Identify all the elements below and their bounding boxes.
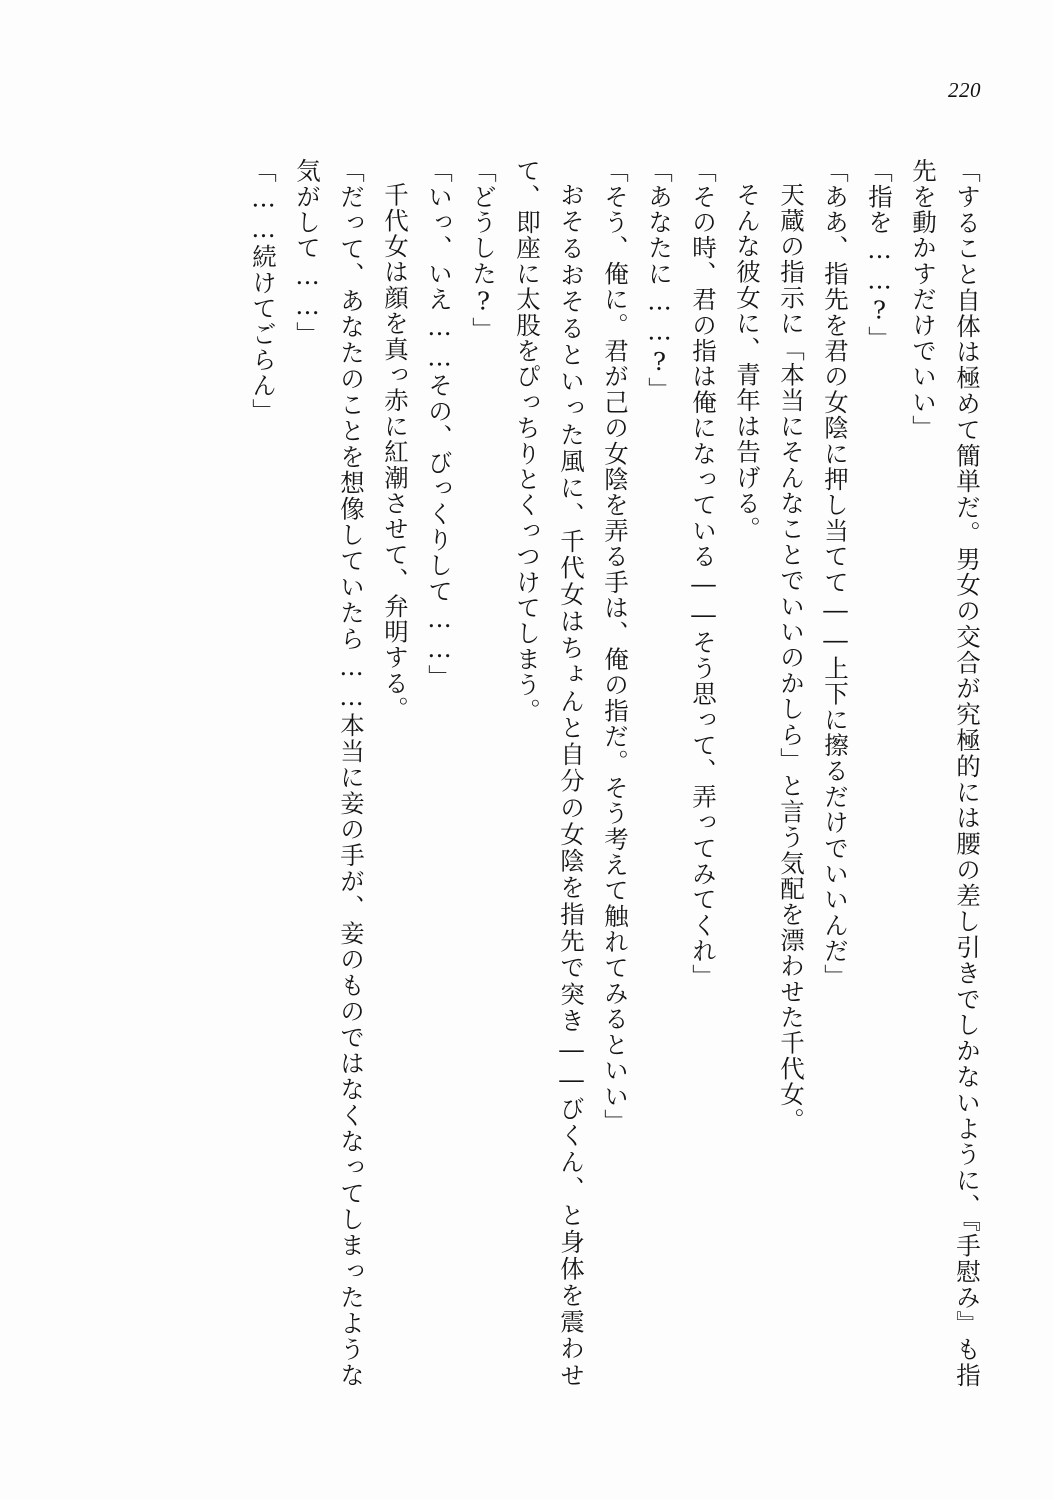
paragraph: 千代女は顔を真っ赤に紅潮させて、弁明する。 bbox=[381, 182, 410, 722]
paragraph: 「ああ、指先を君の女陰に押し当てて――上下に擦るだけでいいんだ」 bbox=[821, 158, 850, 990]
paragraph: 「その時、君の指は俺になっている――そう思って、弄ってみてくれ」 bbox=[689, 158, 718, 990]
paragraph: 「すること自体は極めて簡単だ。男女の交合が究極的には腰の差し引きでしかないように、『手慰み』も指先を動かすだけでいい」 bbox=[909, 158, 982, 1388]
paragraph: 天蔵の指示に「本当にそんなことでいいのかしら」と言う気配を漂わせた千代女。 bbox=[777, 182, 806, 1133]
paragraph: 「いっ、いえ……その、びっくりして……」 bbox=[425, 158, 454, 690]
paragraph: 「あなたに……?」 bbox=[645, 158, 674, 403]
paragraph: そんな彼女に、青年は告げる。 bbox=[733, 182, 762, 542]
page-number: 220 bbox=[948, 78, 981, 102]
paragraph: 「どうした?」 bbox=[469, 158, 498, 343]
body-text bbox=[159, 158, 989, 1388]
paragraph: 「指を……?」 bbox=[865, 158, 894, 352]
paragraph: 「……続けてごらん」 bbox=[249, 158, 278, 424]
paragraph: 「だって、あなたのことを想像していたら……本当に妾の手が、妾のものではなくなってしまったような気がして……」 bbox=[293, 158, 366, 1388]
paragraph: 「そう、俺に。君が己の女陰を弄る手は、俺の指だ。そう考えて触れてみるといい」 bbox=[601, 158, 630, 1135]
paragraph: おそるおそるといった風に、千代女はちょんと自分の女陰を指先で突き――びくん、と身体を震わせて、即座に太股をぴっちりとくっつけてしまう。 bbox=[513, 158, 586, 1388]
